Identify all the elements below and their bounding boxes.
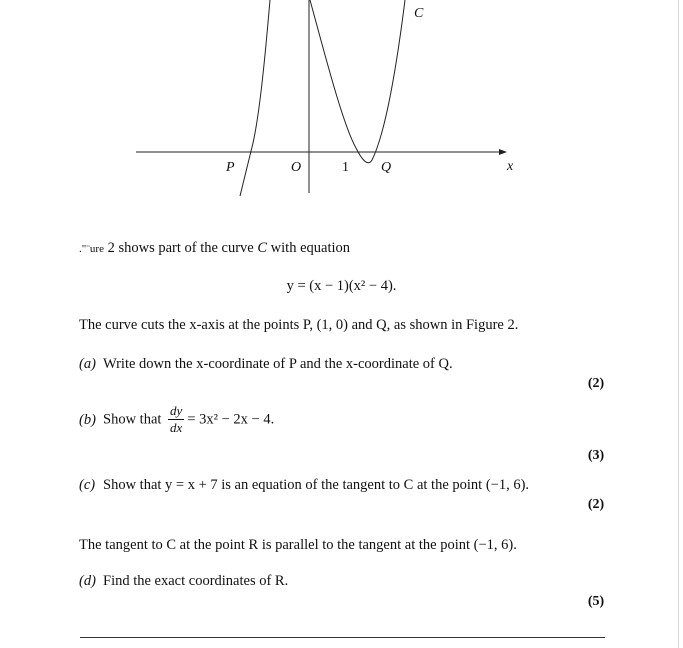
question-b xyxy=(79,404,274,436)
figure-caption xyxy=(79,241,350,256)
part-b-label: (b) xyxy=(79,411,96,428)
part-b-prefix: Show that xyxy=(103,411,162,428)
fraction-denominator: dx xyxy=(170,420,183,436)
question-a xyxy=(79,357,453,372)
caption-curve: C xyxy=(257,240,268,256)
curve-c-right xyxy=(310,0,405,163)
x-axis-arrow xyxy=(499,149,507,155)
question-d xyxy=(79,574,288,589)
part-a-text: Write down the x-coordinate of P and the x-coordinate of Q. xyxy=(103,356,453,372)
origin-label-o: O xyxy=(291,160,302,175)
bottom-rule xyxy=(80,637,605,638)
point-label-p: P xyxy=(226,160,235,175)
marks-c: (2) xyxy=(587,497,605,512)
statement-text: The curve cuts the x-axis at the points P, (1, 0) and Q, as shown in Figure 2. xyxy=(79,317,519,333)
curve-c xyxy=(240,0,270,196)
part-b-suffix: = 3x² − 2x − 4. xyxy=(187,411,275,428)
tangent-statement xyxy=(79,538,517,553)
axis-label-x: x xyxy=(507,159,514,174)
part-c-text: Show that y = x + 7 is an equation of the tangent to C at the point (−1, 6). xyxy=(103,477,530,493)
caption-fragment: ."¨ure xyxy=(79,243,104,255)
question-c xyxy=(79,478,529,493)
part-a-label: (a) xyxy=(79,356,96,372)
part-d-text: Find the exact coordinates of R. xyxy=(103,573,289,589)
curve-label-c: C xyxy=(414,6,424,21)
tangent-statement-text: The tangent to C at the point R is parallel to the tangent at the point (−1, 6). xyxy=(79,537,517,553)
part-c-label: (c) xyxy=(79,477,96,493)
point-label-q: Q xyxy=(381,160,392,175)
fraction-numerator: dy xyxy=(168,404,184,420)
marks-d: (5) xyxy=(587,594,605,609)
derivative-fraction xyxy=(168,404,184,436)
intersection-statement xyxy=(79,318,518,333)
equation-text: y = (x − 1)(x² − 4). xyxy=(286,278,397,294)
caption-tail: with equation xyxy=(267,240,351,256)
part-d-label: (d) xyxy=(79,573,96,589)
marks-a: (2) xyxy=(587,376,605,391)
figure-2-graph xyxy=(0,0,683,210)
marks-b: (3) xyxy=(587,448,605,463)
tick-label-one: 1 xyxy=(342,160,349,175)
curve-equation xyxy=(0,279,683,294)
caption-text: 2 shows part of the curve xyxy=(103,240,258,256)
